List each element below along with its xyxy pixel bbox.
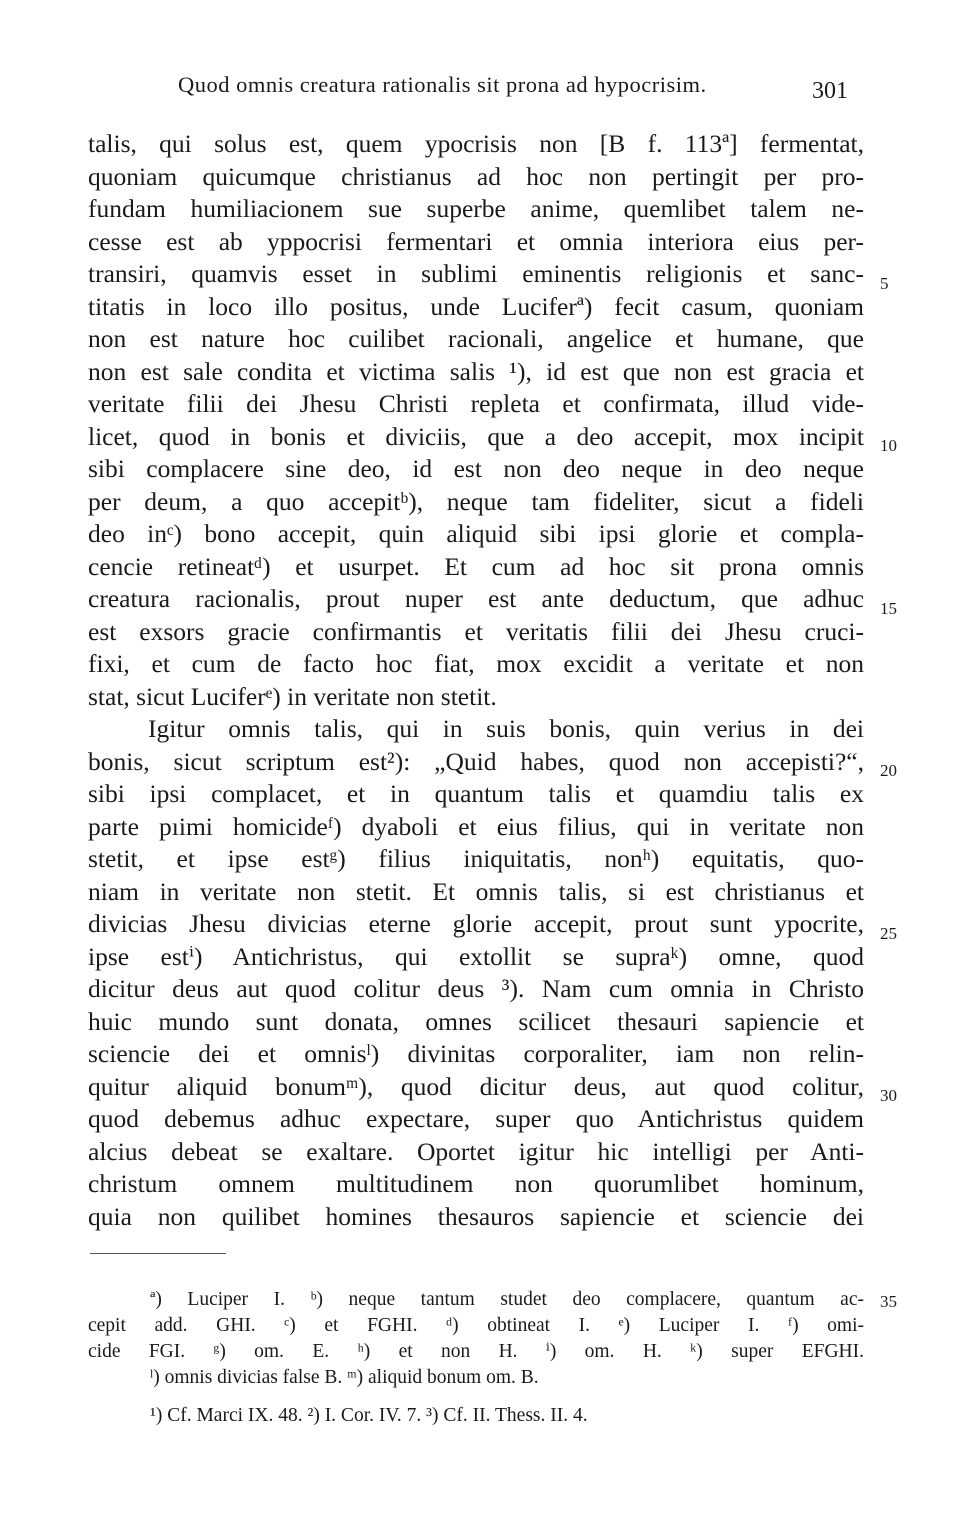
running-title: Quod omnis creatura rationalis sit prona ad hypocrisim. bbox=[178, 72, 707, 97]
text-line: transiri, quamvis esset in sublimi eminentis religionis et sanc- bbox=[88, 259, 864, 288]
text-line: Igitur omnis talis, qui in suis bonis, quin verius in dei bbox=[148, 714, 864, 743]
text-line: divicias Jhesu divicias eterne glorie accepit, prout sunt ypocrite, bbox=[88, 909, 864, 938]
page-header bbox=[0, 68, 960, 108]
text-line: non est nature hoc cuilibet racionali, angelice et humane, que bbox=[88, 324, 864, 353]
text-line: sciencie dei et omnisˡ) divinitas corporaliter, iam non relin- bbox=[88, 1039, 864, 1068]
text-line: licet, quod in bonis et diviciis, que a deo accepit, mox incipit bbox=[88, 421, 864, 451]
text-line: parte pıimi homicideᶠ) dyaboli et eius filius, qui in veritate non bbox=[88, 811, 864, 841]
line-number: 5 bbox=[880, 274, 889, 293]
text-line: huic mundo sunt donata, omnes scilicet thesauri sapiencie et bbox=[88, 1006, 864, 1036]
footnote-line: ˡ) omnis divicias false B. ᵐ) aliquid bonum om. B. bbox=[150, 1367, 539, 1388]
text-line: quia non quilibet homines thesauros sapiencie et sciencie dei bbox=[88, 1201, 864, 1231]
text-line: dicitur deus aut quod colitur deus ³). Nam cum omnia in Christo bbox=[88, 974, 864, 1003]
text-line: fixi, et cum de facto hoc fiat, mox excidit a veritate et non bbox=[88, 649, 864, 678]
text-line: quod debemus adhuc expectare, super quo Antichristus quidem bbox=[88, 1104, 864, 1133]
text-line: non est sale condita et victima salis ¹), id est que non est gracia et bbox=[88, 356, 864, 386]
text-line: cencie retineatᵈ) et usurpet. Et cum ad hoc sit prona omnis bbox=[88, 551, 864, 581]
line-number: 30 bbox=[880, 1086, 897, 1105]
text-line: talis, qui solus est, quem ypocrisis non [B f. 113ª] fermentat, bbox=[88, 129, 864, 158]
text-line: quitur aliquid bonumᵐ), quod dicitur deus, aut quod colitur, bbox=[88, 1071, 864, 1101]
text-line: est exsors gracie confirmantis et veritatis filii dei Jhesu cruci- bbox=[88, 616, 864, 646]
text-line: veritate filii dei Jhesu Christi repleta et confirmata, illud vide- bbox=[88, 389, 864, 418]
line-number: 20 bbox=[880, 761, 897, 780]
text-line: fundam humiliacionem sue superbe anime, quemlibet talem ne- bbox=[88, 194, 864, 223]
text-line: christum omnem multitudinem non quorumlibet hominum, bbox=[88, 1169, 864, 1198]
text-line: alcius debeat se exaltare. Oportet igitur hic intelligi per Anti- bbox=[88, 1136, 864, 1166]
text-line: quoniam quicumque christianus ad hoc non pertingit per pro- bbox=[88, 161, 864, 191]
text-line: sibi complacere sine deo, id est non deo neque in deo neque bbox=[88, 454, 864, 483]
footnote-line: ª) Luciper I. ᵇ) neque tantum studet deo complacere, quantum ac- bbox=[150, 1289, 864, 1310]
reference-line: ¹) Cf. Marci IX. 48. ²) I. Cor. IV. 7. ³) Cf. II. Thess. II. 4. bbox=[150, 1405, 588, 1426]
line-number: 15 bbox=[880, 599, 897, 618]
text-line: stat, sicut Luciferᵉ) in veritate non stetit. bbox=[88, 681, 497, 711]
text-line: bonis, sicut scriptum est²): „Quid habes, quod non accepisti?“, bbox=[88, 746, 864, 776]
text-line: cesse est ab yppocrisi fermentari et omnia interiora eius per- bbox=[88, 226, 864, 256]
text-line: titatis in loco illo positus, unde Luciferª) fecit casum, quoniam bbox=[88, 291, 864, 321]
text-line: deo inᶜ) bono accepit, quin aliquid sibi ipsi glorie et compla- bbox=[88, 519, 864, 548]
line-number: 25 bbox=[880, 924, 897, 943]
text-line: niam in veritate non stetit. Et omnis talis, si est christianus et bbox=[88, 876, 864, 906]
footnote-line: cide FGI. ᵍ) om. E. ʰ) et non H. ⁱ) om. H. ᵏ) super EFGHI. bbox=[88, 1341, 864, 1362]
text-line: sibi ipsi complacet, et in quantum talis et quamdiu talis ex bbox=[88, 779, 864, 808]
text-line: per deum, a quo accepitᵇ), neque tam fideliter, sicut a fideli bbox=[88, 486, 864, 516]
page-number: 301 bbox=[812, 78, 848, 104]
line-number: 35 bbox=[880, 1292, 897, 1311]
text-line: creatura racionalis, prout nuper est ante deductum, que adhuc bbox=[88, 584, 864, 613]
text-line: stetit, et ipse estᵍ) filius iniquitatis, nonʰ) equitatis, quo- bbox=[88, 844, 864, 873]
text-line: ipse estⁱ) Antichristus, qui extollit se supraᵏ) omne, quod bbox=[88, 941, 864, 971]
footnote-divider bbox=[90, 1253, 226, 1254]
line-number: 10 bbox=[880, 436, 897, 455]
footnote-line: cepit add. GHI. ᶜ) et FGHI. ᵈ) obtineat I. ᵉ) Luciper I. ᶠ) omi- bbox=[88, 1315, 864, 1336]
